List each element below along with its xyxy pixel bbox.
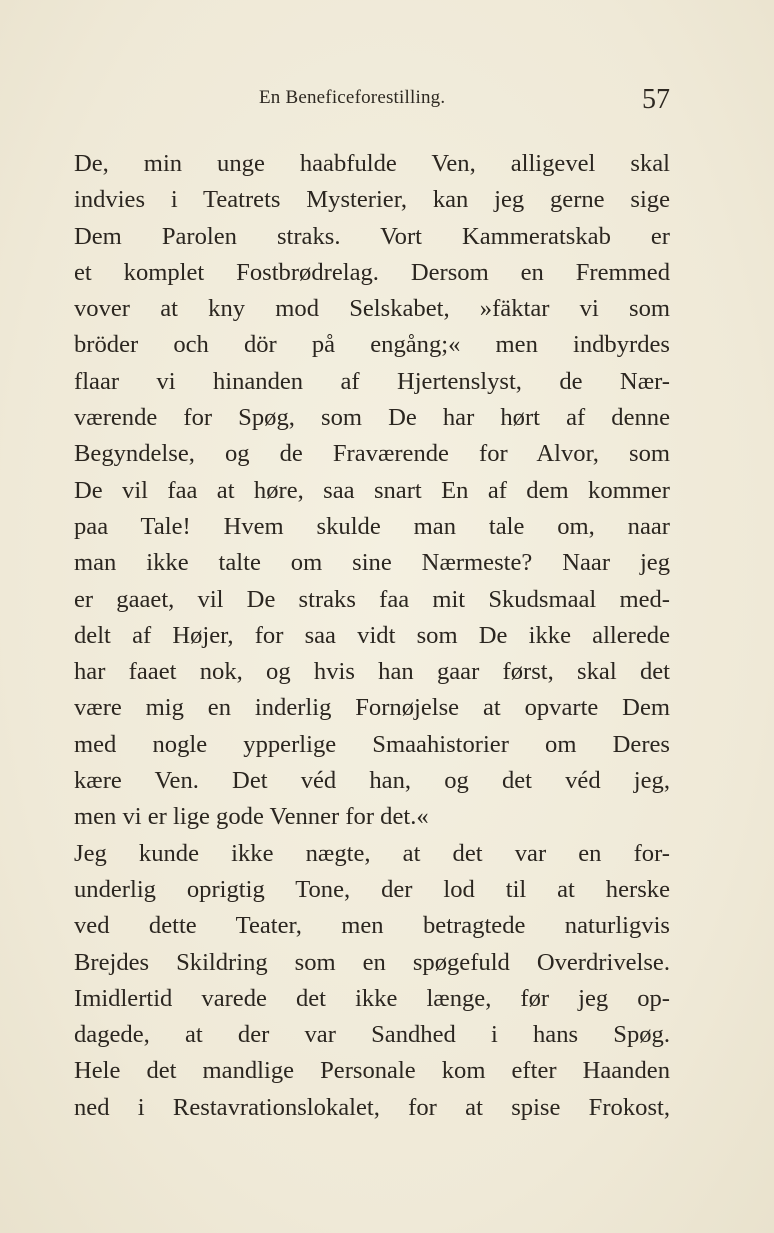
text-line: ved dette Teater, men betragtede naturligvis — [74, 912, 670, 940]
text-line: Imidlertid varede det ikke længe, før jeg op- — [74, 984, 670, 1012]
text-line: dagede, at der var Sandhed i hans Spøg. — [74, 1021, 670, 1049]
text-line: man ikke talte om sine Nærmeste? Naar jeg — [74, 549, 670, 577]
text-line: kære Ven. Det véd han, og det véd jeg, — [74, 767, 670, 795]
text-line: vover at kny mod Selskabet, »fäktar vi som — [74, 295, 670, 323]
text-line: bröder och dör på engång;« men indbyrdes — [74, 331, 670, 359]
text-line: De vil faa at høre, saa snart En af dem kommer — [74, 476, 670, 504]
text-line: har faaet nok, og hvis han gaar først, skal det — [74, 658, 670, 686]
text-line: Brejdes Skildring som en spøgefuld Overdrivelse. — [74, 948, 670, 976]
running-title: En Beneficeforestilling. — [259, 87, 446, 108]
text-line: delt af Højer, for saa vidt som De ikke allerede — [74, 621, 670, 649]
text-line: underlig oprigtig Tone, der lod til at herske — [74, 875, 670, 903]
text-line: er gaaet, vil De straks faa mit Skudsmaal med- — [74, 585, 670, 613]
text-line: værende for Spøg, som De har hørt af denne — [74, 404, 670, 432]
text-line: et komplet Fostbrødrelag. Dersom en Fremmed — [74, 258, 670, 286]
text-line-paragraph-start: Jeg kunde ikke nægte, at det var en for- — [74, 839, 670, 867]
text-line: flaar vi hinanden af Hjertenslyst, de Nær- — [74, 367, 670, 395]
text-line: indvies i Teatrets Mysterier, kan jeg gerne sige — [74, 186, 670, 214]
text-line: ned i Restavrationslokalet, for at spise Frokost, — [74, 1093, 670, 1121]
page-header — [0, 84, 774, 120]
text-line: Dem Parolen straks. Vort Kammeratskab er — [74, 222, 670, 250]
text-line: være mig en inderlig Fornøjelse at opvarte Dem — [74, 694, 670, 722]
page-number: 57 — [642, 84, 670, 115]
text-line: Begyndelse, og de Fraværende for Alvor, som — [74, 440, 670, 468]
text-line: Hele det mandlige Personale kom efter Haanden — [74, 1057, 670, 1085]
text-line: paa Tale! Hvem skulde man tale om, naar — [74, 512, 670, 540]
text-line: De, min unge haabfulde Ven, alligevel skal — [74, 150, 670, 177]
text-line: med nogle ypperlige Smaahistorier om Deres — [74, 730, 670, 758]
body-text — [74, 146, 670, 1126]
text-line-paragraph-end: men vi er lige gode Venner for det.« — [74, 803, 429, 831]
